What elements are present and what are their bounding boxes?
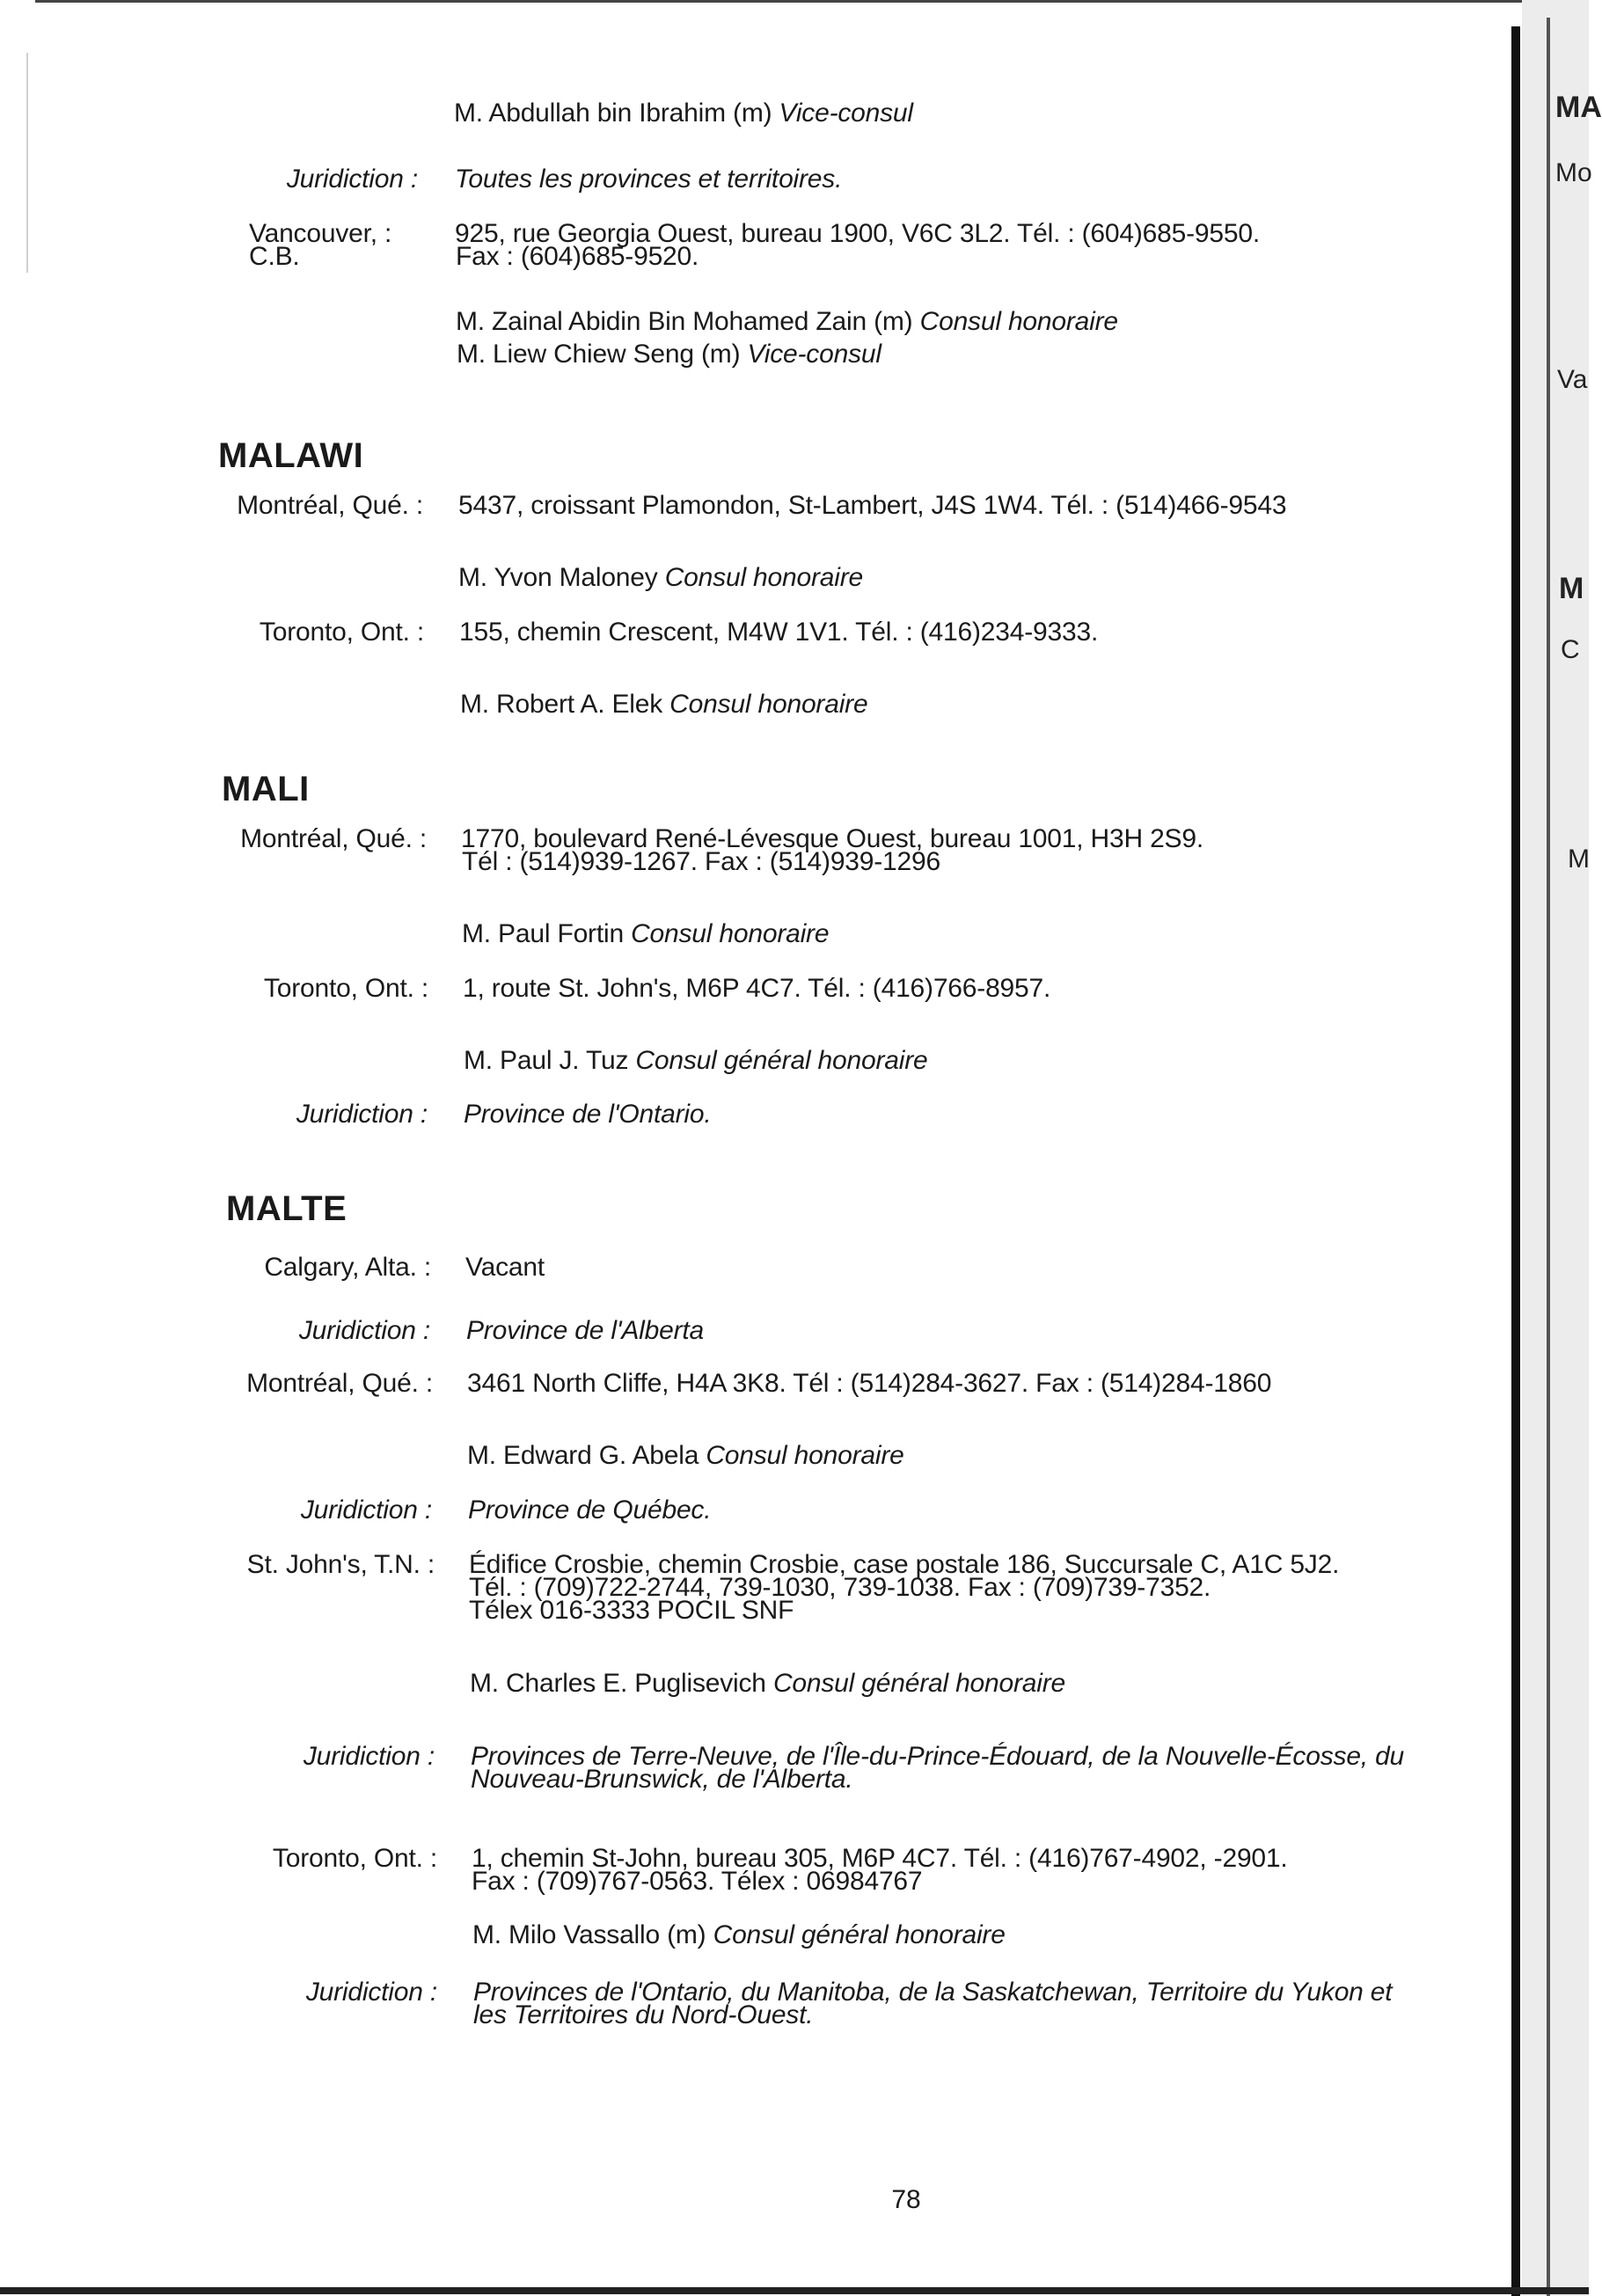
text-run: 1, chemin St-John, bureau 305, M6P 4C7. Tél. : (416)767-4902, -2901.	[472, 1844, 1288, 1873]
address-line	[471, 1765, 853, 1795]
text-run: Consul général honoraire	[772, 1669, 1066, 1698]
text-run: Télex 016-3333 POCIL SNF	[469, 1596, 794, 1625]
side-fragment: M	[1568, 845, 1590, 874]
address-line	[473, 2000, 813, 2030]
side-fragment: Mo	[1555, 158, 1592, 187]
text-run: 1, route St. John's, M6P 4C7. Tél. : (416)766-8957.	[463, 974, 1051, 1003]
text-run: 3461 North Cliffe, H4A 3K8. Tél : (514)284-3627. Fax : (514)284-1860	[467, 1369, 1272, 1398]
text-run: M. Robert A. Elek	[460, 690, 670, 719]
page-number: 78	[891, 2185, 921, 2214]
side-fragment: MA	[1555, 91, 1602, 124]
consul-entry	[457, 340, 881, 369]
text-run: M. Yvon Maloney	[458, 563, 665, 592]
top-edge-rule	[35, 0, 1522, 3]
scan-artifact	[26, 53, 28, 273]
address-line	[467, 1369, 1271, 1399]
bottom-edge-rule	[0, 2287, 1589, 2294]
text-run: 155, chemin Crescent, M4W 1V1. Tél. : (416)234-9333.	[459, 618, 1099, 647]
text-run: Tél : (514)939-1267. Fax : (514)939-1296	[462, 847, 940, 876]
section-heading: MALTE	[226, 1189, 347, 1228]
text-run: Consul honoraire	[919, 307, 1118, 336]
text-run: M. Paul Fortin	[462, 919, 632, 948]
text-run: 5437, croissant Plamondon, St-Lambert, J4S 1W4. Tél. : (514)466-9543	[458, 491, 1287, 520]
consul-entry	[467, 1441, 904, 1471]
text-run: Provinces de l'Ontario, du Manitoba, de la Saskatchewan, Territoire du Yukon et	[473, 1978, 1393, 2007]
text-run: Vacant	[465, 1253, 545, 1282]
address-line	[458, 491, 1286, 521]
jurisdiction-label: Juridiction :	[296, 1100, 428, 1129]
consul-entry	[472, 1920, 1006, 1950]
city-label: Montréal, Qué. :	[246, 1369, 433, 1398]
address-line	[456, 242, 699, 272]
address-line	[464, 1100, 711, 1130]
binding-edge	[1511, 26, 1520, 2296]
text-run: M. Paul J. Tuz	[464, 1046, 636, 1075]
text-run: M. Liew Chiew Seng (m)	[457, 340, 748, 369]
address-line	[466, 1316, 704, 1346]
text-run: 1770, boulevard René-Lévesque Ouest, bureau 1001, H3H 2S9.	[461, 824, 1203, 853]
consul-entry	[470, 1669, 1065, 1699]
jurisdiction-label: Juridiction :	[305, 1978, 437, 2007]
city-label: Toronto, Ont. :	[259, 618, 424, 647]
text-run: Provinces de Terre-Neuve, de l'Île-du-Prince-Édouard, de la Nouvelle-Écosse, du	[471, 1742, 1405, 1771]
address-line	[455, 165, 842, 194]
text-run: Province de Québec.	[468, 1495, 712, 1525]
jurisdiction-label: Juridiction :	[303, 1742, 435, 1771]
consul-entry	[458, 563, 863, 593]
city-label-cont: C.B.	[249, 242, 300, 271]
city-label: Calgary, Alta. :	[264, 1253, 431, 1282]
text-run: Nouveau-Brunswick, de l'Alberta.	[471, 1765, 853, 1794]
text-run: Vice-consul	[779, 99, 913, 128]
text-run: Consul général honoraire	[635, 1046, 928, 1075]
address-line	[462, 847, 940, 877]
consul-entry	[464, 1046, 928, 1076]
consul-entry	[462, 919, 829, 949]
city-label: Montréal, Qué. :	[237, 491, 423, 520]
text-run: 925, rue Georgia Ouest, bureau 1900, V6C 3L2. Tél. : (604)685-9550.	[455, 219, 1260, 248]
city-label: Vancouver, :	[249, 219, 392, 248]
city-label: Toronto, Ont. :	[263, 974, 428, 1003]
text-run: Consul général honoraire	[713, 1920, 1006, 1949]
text-run: les Territoires du Nord-Ouest.	[473, 2000, 814, 2029]
adjacent-page-strip	[1522, 0, 1602, 2296]
consul-entry	[456, 307, 1118, 337]
address-line	[463, 974, 1050, 1004]
address-line	[465, 1253, 545, 1283]
jurisdiction-label: Juridiction :	[300, 1495, 432, 1525]
address-line	[472, 1867, 922, 1897]
text-run: Édifice Crosbie, chemin Crosbie, case postale 186, Succursale C, A1C 5J2.	[469, 1550, 1340, 1579]
text-run: Consul honoraire	[706, 1441, 904, 1470]
jurisdiction-label: Juridiction :	[298, 1316, 430, 1345]
text-run: Fax : (709)767-0563. Télex : 06984767	[472, 1867, 923, 1896]
text-run: M. Abdullah bin Ibrahim (m)	[454, 99, 779, 128]
text-run: Vice-consul	[747, 340, 881, 369]
address-line	[469, 1596, 794, 1626]
city-label: Montréal, Qué. :	[240, 824, 427, 853]
consul-entry	[460, 690, 867, 720]
city-label: Toronto, Ont. :	[272, 1844, 437, 1873]
section-heading: MALAWI	[218, 436, 364, 475]
side-fragment: M	[1559, 572, 1584, 605]
text-run: Consul honoraire	[664, 563, 863, 592]
text-run: Consul honoraire	[669, 690, 868, 719]
text-run: M. Zainal Abidin Bin Mohamed Zain (m)	[456, 307, 920, 336]
address-line	[468, 1495, 711, 1525]
text-run: M. Edward G. Abela	[467, 1441, 706, 1470]
address-line	[459, 618, 1098, 647]
text-run: Fax : (604)685-9520.	[456, 242, 699, 271]
text-run: Province de l'Alberta	[466, 1316, 705, 1345]
text-run: Consul honoraire	[631, 919, 830, 948]
city-label: St. John's, T.N. :	[246, 1550, 435, 1579]
text-run: M. Milo Vassallo (m)	[472, 1920, 713, 1949]
consul-entry	[454, 99, 913, 128]
binding-edge-inner	[1547, 18, 1550, 2296]
text-run: Province de l'Ontario.	[464, 1100, 712, 1129]
text-run: Toutes les provinces et territoires.	[455, 165, 843, 194]
side-fragment: C	[1561, 635, 1580, 664]
jurisdiction-label: Juridiction :	[286, 165, 418, 194]
text-run: Tél. : (709)722-2744, 739-1030, 739-1038. Fax : (709)739-7352.	[469, 1573, 1211, 1602]
text-run: M. Charles E. Puglisevich	[470, 1669, 773, 1698]
side-fragment: Va	[1557, 365, 1588, 394]
section-heading: MALI	[222, 770, 310, 808]
